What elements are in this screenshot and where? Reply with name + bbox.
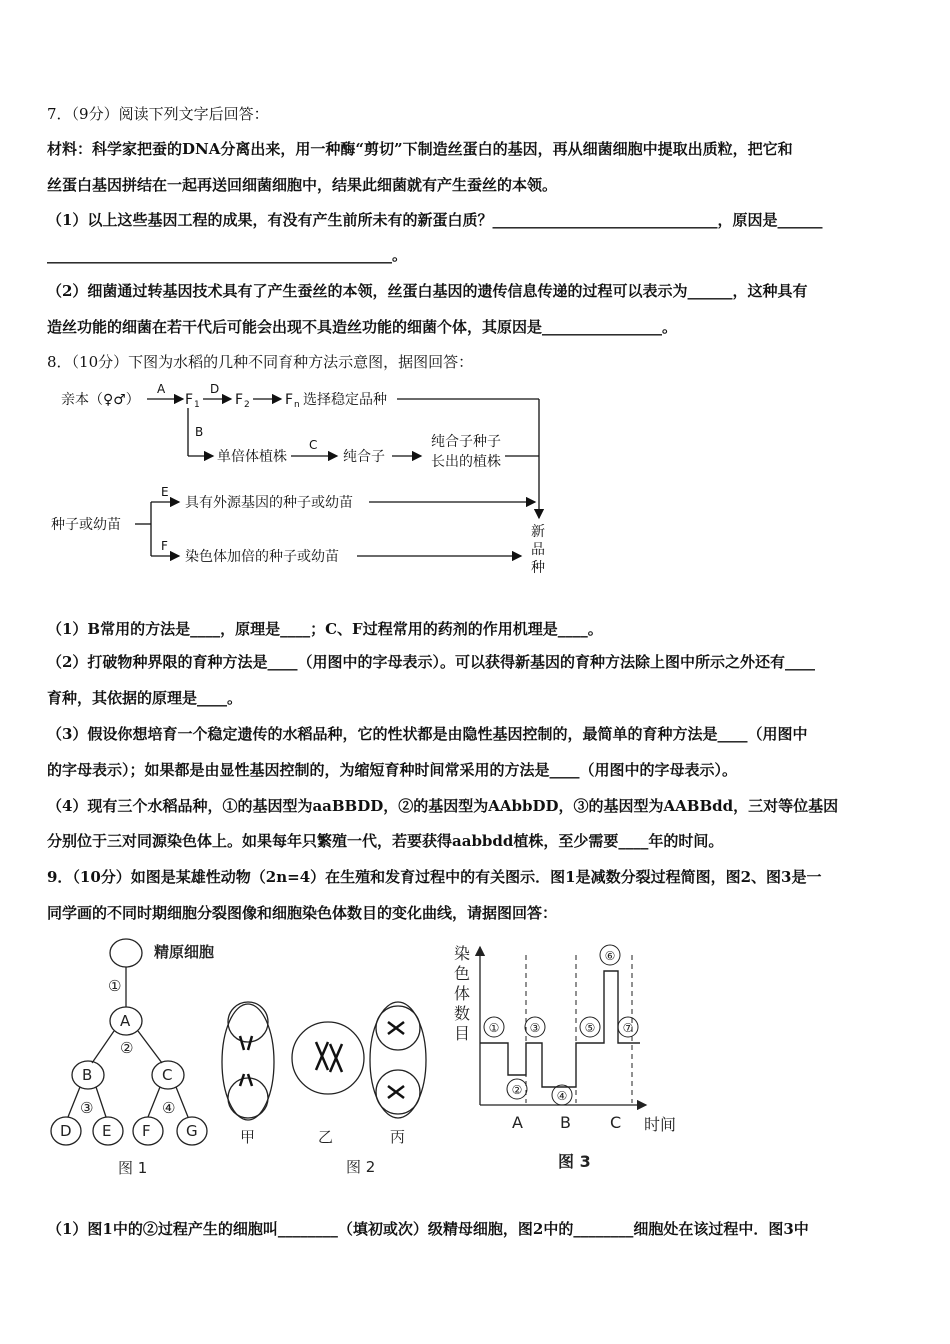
fig2-label-yi: 乙 [318, 1128, 334, 1146]
fig1-node-f: F [142, 1122, 151, 1140]
q8-sub3-line-2: 的字母表示）；如果都是由显性基因控制的，为缩短育种时间常采用的方法是____（用图中的字母表示）。 [47, 761, 738, 779]
fig1-node-b: B [82, 1066, 93, 1084]
fig3-ylabel-1: 染 [454, 944, 471, 963]
q9-heading-line-1: 9．（10分）如图是某雄性动物（2n=4）在生殖和发育过程中的有关图示．图1是减数分裂过程简图，图2、图3是一 [47, 868, 822, 886]
diagram-fn: F [285, 392, 294, 408]
q8-heading: 8．（10分）下图为水稻的几种不同育种方法示意图，据图回答： [47, 353, 474, 371]
diagram-f1: F [185, 392, 194, 408]
figure-2-cell-images [218, 1000, 428, 1180]
diagram-label-c: C [309, 438, 318, 452]
fig3-x-a: A [512, 1113, 523, 1132]
svg-text:1: 1 [194, 400, 200, 410]
fig3-ylabel-2: 色 [454, 964, 471, 983]
fig3-ylabel-3: 体 [454, 984, 471, 1003]
fig3-marker-2: ② [511, 1083, 523, 1097]
q8-sub1: （1）B常用的方法是____，原理是____；C、F过程常用的药剂的作用机理是____。 [47, 620, 603, 638]
fig1-node-g: G [186, 1122, 198, 1140]
diagram-seedling: 种子或幼苗 [51, 517, 121, 533]
fig3-x-c: C [610, 1113, 622, 1132]
diagram-parent: 亲本（♀♂） [61, 392, 140, 408]
q8-sub4-line-2: 分别位于三对同源染色体上。如果每年只繁殖一代，若要获得aabbdd植株，至少需要____年的时间。 [47, 832, 724, 850]
fig1-node-e: E [102, 1122, 112, 1140]
diagram-label-d: D [210, 382, 220, 396]
q7-material-line-2: 丝蛋白基因拼结在一起再送回细菌细胞中，结果此细菌就有产生蚕丝的本领。 [47, 176, 558, 194]
fig1-node-c: C [162, 1066, 173, 1084]
fig3-x-b: B [560, 1113, 571, 1132]
fig3-marker-7: ⑦ [622, 1021, 634, 1035]
q7-heading: 7．（9分）阅读下列文字后回答： [47, 105, 269, 123]
diagram-label-e: E [161, 485, 169, 499]
diagram-label-f: F [161, 539, 168, 553]
diagram-foreign: 具有外源基因的种子或幼苗 [185, 495, 353, 511]
fig1-node-a: A [120, 1012, 131, 1030]
q7-sub1-line-1: （1）以上这些基因工程的成果，有没有产生前所未有的新蛋白质？______________________________，原因是______ [47, 211, 823, 229]
svg-text:n: n [294, 400, 300, 410]
diagram-new-variety-1: 新 [531, 524, 545, 540]
diagram-f2: F [235, 392, 244, 408]
figure-3-chromosome-curve [450, 935, 690, 1175]
figure-1-meiosis-tree [44, 935, 234, 1180]
fig1-step-2: ② [120, 1039, 134, 1057]
diagram-new-variety-2: 品 [531, 542, 545, 558]
q8-sub2-line-1: （2）打破物种界限的育种方法是____（用图中的字母表示）。可以获得新基因的育种方法除上图中所示之外还有____ [47, 653, 815, 671]
diagram-haploid: 单倍体植株 [217, 449, 287, 465]
svg-text:选择稳定品种: 选择稳定品种 [303, 392, 387, 408]
diagram-seed-line2: 长出的植株 [431, 454, 501, 470]
fig3-marker-5: ⑤ [584, 1021, 596, 1035]
diagram-doubled: 染色体加倍的种子或幼苗 [185, 549, 339, 565]
q8-sub2-line-2: 育种，其依据的原理是____。 [47, 689, 243, 707]
fig3-ylabel-5: 目 [454, 1024, 471, 1043]
fig1-title: 精原细胞 [154, 943, 215, 961]
fig2-caption: 图 2 [346, 1158, 376, 1176]
fig3-marker-1: ① [488, 1021, 500, 1035]
fig3-ylabel-4: 数 [454, 1004, 471, 1023]
fig1-step-3: ③ [80, 1099, 94, 1117]
fig2-label-jia: 甲 [240, 1128, 256, 1146]
diagram-homozygote: 纯合子 [343, 449, 385, 465]
q8-sub4-line-1: （4）现有三个水稻品种，①的基因型为aaBBDD，②的基因型为AAbbDD，③的基因型为AABBdd，三对等位基因 [47, 797, 839, 815]
fig3-caption: 图 3 [558, 1152, 591, 1171]
q9-sub1: （1）图1中的②过程产生的细胞叫________（填初或次）级精母细胞，图2中的________细胞处在该过程中．图3中 [47, 1220, 809, 1238]
diagram-label-a: A [157, 382, 166, 396]
diagram-seed-line1: 纯合子种子 [431, 434, 501, 450]
breeding-diagram [47, 378, 567, 588]
fig1-node-d: D [60, 1122, 72, 1140]
q7-sub2-line-1: （2）细菌通过转基因技术具有了产生蚕丝的本领，丝蛋白基因的遗传信息传递的过程可以表示为______，这种具有 [47, 282, 808, 300]
diagram-new-variety-3: 种 [531, 560, 545, 576]
fig1-step-4: ④ [162, 1099, 176, 1117]
fig1-step-1: ① [108, 977, 122, 995]
q9-heading-line-2: 同学画的不同时期细胞分裂图像和细胞染色体数目的变化曲线，请据图回答： [47, 904, 558, 922]
fig2-label-bing: 丙 [390, 1128, 406, 1146]
fig3-marker-6: ⑥ [604, 949, 616, 963]
svg-text:2: 2 [244, 400, 250, 410]
fig3-marker-4: ④ [556, 1089, 568, 1103]
q7-sub1-line-2: ______________________________________________。 [47, 246, 408, 264]
fig3-marker-3: ③ [529, 1021, 541, 1035]
fig3-x-label: 时间 [644, 1115, 677, 1134]
q7-sub2-line-2: 造丝功能的细菌在若干代后可能会出现不具造丝功能的细菌个体，其原因是________________。 [47, 318, 678, 336]
q8-sub3-line-1: （3）假设你想培育一个稳定遗传的水稻品种，它的性状都是由隐性基因控制的，最简单的育种方法是____（用图中 [47, 725, 808, 743]
fig1-caption: 图 1 [118, 1159, 148, 1177]
q7-material-line-1: 材料：科学家把蚕的DNA分离出来，用一种酶“剪切”下制造丝蛋白的基因，再从细菌细胞中提取出质粒，把它和 [47, 140, 793, 158]
diagram-label-b: B [195, 425, 204, 439]
